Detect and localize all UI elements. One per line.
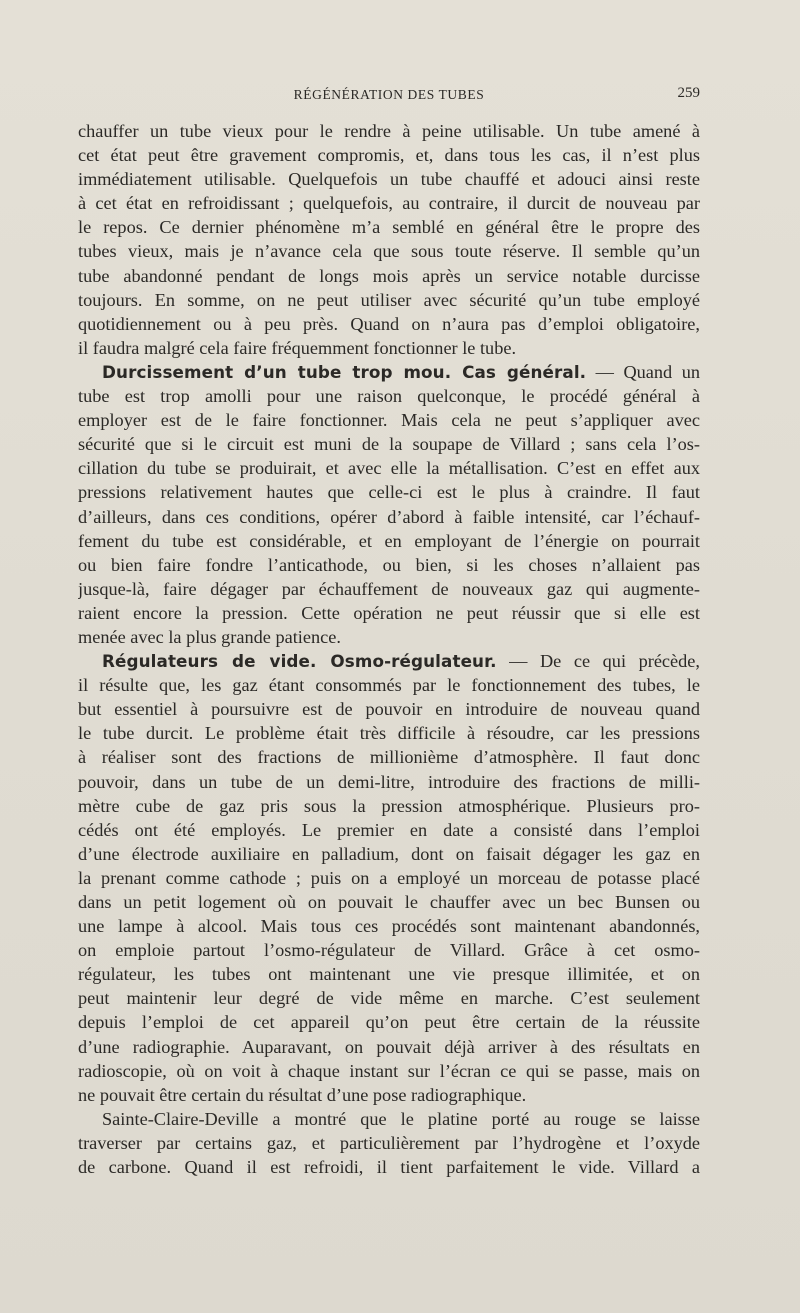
text-line [78, 962, 700, 986]
line-text: d’une électrode auxiliaire en palladium, dont on faisait dégager les gaz en [78, 843, 700, 864]
line-text: depuis l’emploi de cet appareil qu’on peut être certain de la réussite [78, 1012, 700, 1033]
line-text: fement du tube est considérable, et en employant de l’énergie on pourrait [78, 530, 700, 551]
line-text: cédés ont été employés. Le premier en date a consisté dans l’emploi [78, 819, 700, 840]
text-line [78, 456, 700, 480]
line-text: on emploie partout l’osmo-régulateur de Villard. Grâce à cet osmo- [78, 940, 700, 961]
text-line [78, 505, 700, 529]
line-text: cet état peut être gravement compromis, et, dans tous les cas, il n’est plus [78, 145, 700, 166]
text-line [78, 384, 700, 408]
text-line [78, 601, 700, 625]
line-text: il faudra malgré cela faire fréquemment fonctionner le tube. [78, 337, 517, 358]
text-line [78, 336, 700, 360]
section-title: Durcissement d’un tube trop mou. Cas général. [102, 361, 587, 382]
text-line [78, 529, 700, 553]
text-line [78, 215, 700, 239]
line-text: le repos. Ce dernier phénomène m’a semblé en général être le propre des [78, 217, 700, 238]
line-text: dans un petit logement où on pouvait le chauffer avec un bec Bunsen ou [78, 892, 700, 912]
text-line [78, 818, 700, 842]
line-text: raient encore la pression. Cette opération ne peut réussir que si elle est [78, 602, 700, 623]
line-text: tube est trop amolli pour une raison quelconque, le procédé général à [78, 386, 700, 407]
text-line [78, 288, 700, 312]
line-text: mètre cube de gaz pris sous la pression atmosphérique. Plusieurs pro- [78, 795, 700, 816]
line-text: quotidiennement ou à peu près. Quand on n’aura pas d’emploi obligatoire, [78, 313, 700, 334]
line-text: menée avec la plus grande patience. [78, 626, 341, 647]
text-line [78, 1059, 700, 1083]
line-text: traverser par certains gaz, et particulièrement par l’hydrogène et l’oxyde [78, 1132, 700, 1153]
line-text: peut maintenir leur degré de vide même en marche. C’est seulement [78, 988, 700, 1009]
text-line [78, 890, 700, 914]
page-header [78, 85, 700, 105]
body-text [78, 119, 700, 1179]
text-line [78, 480, 700, 504]
text-line [78, 408, 700, 432]
text-line [78, 673, 700, 697]
text-line [78, 721, 700, 745]
line-text: radioscopie, où on voit à chaque instant sur l’écran ce qui se passe, mais on [78, 1060, 700, 1081]
line-text: but essentiel à poursuivre est de pouvoir en introduire de nouveau quand [78, 699, 700, 720]
section-heading-line [78, 360, 700, 384]
line-text: tubes vieux, mais je n’avance cela que sous toute réserve. Il semble qu’un [78, 241, 700, 262]
line-text: la prenant comme cathode ; puis on a employé un morceau de potasse placé [78, 867, 700, 888]
text-line [78, 1155, 700, 1179]
text-line [78, 770, 700, 794]
text-line [78, 312, 700, 336]
text-line [78, 866, 700, 890]
line-text: tube abandonné pendant de longs mois après un service notable durcisse [78, 265, 700, 286]
line-text: il résulte que, les gaz étant consommés par le fonctionnement des tubes, le [78, 675, 700, 696]
line-text: — Quand un [586, 361, 700, 382]
line-text: chauffer un tube vieux pour le rendre à peine utilisable. Un tube amené à [78, 121, 700, 141]
line-text: ne pouvait être certain du résultat d’une pose radiographique. [78, 1084, 527, 1105]
line-text: sécurité que si le circuit est muni de la soupape de Villard ; sans cela l’os- [78, 434, 700, 455]
text-line [78, 625, 700, 649]
line-text: Sainte-Claire-Deville a montré que le platine porté au rouge se laisse [102, 1108, 700, 1129]
line-text: toujours. En somme, on ne peut utiliser avec sécurité qu’un tube employé [78, 289, 700, 310]
section-title: Régulateurs de vide. Osmo-régulateur. [102, 651, 497, 672]
text-line [78, 239, 700, 263]
text-line [78, 1035, 700, 1059]
text-line [78, 264, 700, 288]
text-line [78, 191, 700, 215]
text-line [78, 577, 700, 601]
text-line [78, 143, 700, 167]
text-line [78, 697, 700, 721]
text-line [78, 842, 700, 866]
line-text: d’ailleurs, dans ces conditions, opérer d’abord à faible intensité, car l’échauf- [78, 506, 700, 527]
text-line [78, 432, 700, 456]
line-text: le tube durcit. Le problème était très difficile à résoudre, car les pressions [78, 723, 700, 744]
line-text: immédiatement utilisable. Quelquefois un tube chauffé et adouci ainsi reste [78, 169, 700, 190]
line-text: employer est de le faire fonctionner. Mais cela ne peut s’appliquer avec [78, 410, 700, 431]
text-line [78, 914, 700, 938]
line-text: de carbone. Quand il est refroidi, il tient parfaitement le vide. Villard a [78, 1157, 700, 1178]
line-text: d’une radiographie. Auparavant, on pouvait déjà arriver à des résultats en [78, 1036, 700, 1057]
text-line [78, 1107, 700, 1131]
line-text: pressions relativement hautes que celle-ci est le plus à craindre. Il faut [78, 482, 700, 503]
running-title: RÉGÉNÉRATION DES TUBES [293, 87, 485, 102]
section-heading-line [78, 649, 700, 673]
text-line [78, 167, 700, 191]
line-text: une lampe à alcool. Mais tous ces procédés sont maintenant abandonnés, [78, 916, 700, 937]
line-text: pouvoir, dans un tube de un demi-litre, introduire des fractions de milli- [78, 771, 700, 792]
text-line [78, 1131, 700, 1155]
page-number: 259 [677, 85, 700, 101]
line-text: régulateur, les tubes ont maintenant une vie presque illimitée, et on [78, 964, 700, 985]
line-text: à réaliser sont des fractions de millionième d’atmosphère. Il faut donc [78, 747, 700, 768]
line-text: à cet état en refroidissant ; quelquefois, au contraire, il durcit de nouveau par [78, 193, 700, 214]
line-text: cillation du tube se produirait, et avec elle la métallisation. C’est en effet aux [78, 458, 700, 479]
line-text: — De ce qui précède, [496, 651, 700, 672]
text-line [78, 745, 700, 769]
line-text: ou bien faire fondre l’anticathode, ou bien, si les choses n’allaient pas [78, 554, 700, 575]
text-line [78, 1010, 700, 1034]
text-line [78, 794, 700, 818]
text-line [78, 1083, 700, 1107]
line-text: jusque-là, faire dégager par échauffement de nouveaux gaz qui augmente- [78, 578, 700, 599]
text-line [78, 986, 700, 1010]
text-line [78, 119, 700, 143]
text-line [78, 938, 700, 962]
text-line [78, 553, 700, 577]
